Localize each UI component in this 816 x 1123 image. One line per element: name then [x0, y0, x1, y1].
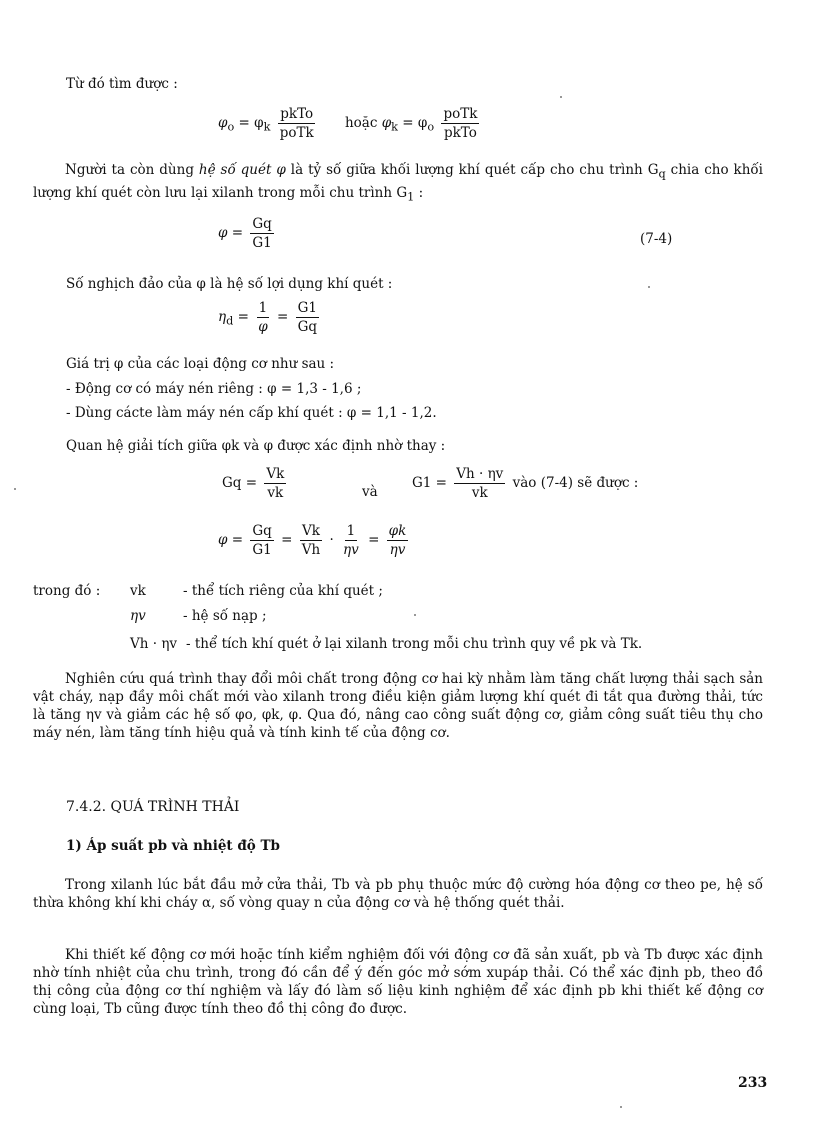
where-def-vk: - thể tích riêng của khí quét ; [183, 583, 383, 599]
eq-eta-num2: G1 [297, 300, 317, 316]
page-number: 233 [738, 1075, 768, 1091]
where-def-vh: - thể tích khí quét ở lại xilanh trong mỗi chu trình quy về pk và Tk. [186, 636, 643, 652]
paragraph-scavenge-coefficient [33, 161, 763, 206]
p1-sub-1: 1 [407, 190, 415, 204]
paragraph-design: Khi thiết kế động cơ mới hoặc tính kiểm nghiệm đối với động cơ đã sản xuất, pb và Tb được xác định nhờ tính nhiệt của chu trình, trong đó cần để ý đến góc mở sớm xupáp thải. Có thể xác định pb, theo đồ thị công của động cơ thí nghiệm và lấy đó làm số liệu kinh nghiệm để xác định pb khi thiết kế động cơ cùng loại, Tb cũng được tính theo đồ thị công đo được. [33, 947, 763, 1017]
eq-phi-k-lhs-sub: k [391, 120, 398, 134]
eq-phi-o-lhs-sub: o [227, 120, 235, 134]
intro-line: Từ đó tìm được : [66, 76, 178, 92]
eq-phi2-d1: G1 [252, 542, 272, 558]
p1-text-b: là tỷ số giữa khối lượng khí quét cấp cho chu trình G [285, 162, 659, 178]
where-sym-vh: Vh · ηv [130, 636, 178, 652]
eq-phi-k-fraction [441, 106, 479, 141]
eq-g1-tail: vào (7-4) sẽ được : [512, 475, 639, 491]
eq-phi-k-den: pkTo [443, 125, 477, 141]
eq-eta-fraction-1 [256, 300, 269, 335]
eq-eta-sub: d [226, 314, 234, 328]
where-def-etav: - hệ số nạp ; [183, 608, 267, 624]
where-sym-vk: vk [130, 583, 146, 599]
eq-and: và [362, 484, 378, 500]
bullet-compressor: - Động cơ có máy nén riêng : φ = 1,3 - 1,6 ; [66, 381, 362, 397]
equation-gq [222, 466, 289, 501]
eq-phi-k-lhs: φ [381, 115, 392, 131]
eq-phi-o-eq: = φ [238, 115, 264, 131]
eq-g1-lhs: G1 = [412, 475, 447, 491]
eq-eta-den2: Gq [297, 319, 317, 335]
eq-phi-o-phi-sub: k [263, 120, 271, 134]
eq-gq-num: Vk [266, 466, 285, 482]
eq-or: hoặc [344, 115, 378, 131]
equation-phi-combined [218, 523, 411, 558]
where-label: trong đó : [33, 583, 101, 599]
eq-g1-num: Vh · ηv [456, 466, 504, 482]
scan-speck [414, 614, 416, 616]
eq-g1-fraction [454, 466, 505, 501]
equation-eta-d [218, 300, 322, 335]
eq-phi2-fraction-2 [300, 523, 322, 558]
p1-text-a: Người ta còn dùng [65, 162, 199, 178]
eq-eta-eq1: = [237, 309, 249, 325]
eq-phi2-d4: ηv [389, 542, 406, 558]
eq-gq-fraction [264, 466, 286, 501]
p1-text-c: chia cho khối lượng khí quét còn lưu lại xilanh trong mỗi chu trình G [33, 162, 763, 201]
paragraph-exhaust-start: Trong xilanh lúc bắt đầu mở cửa thải, Tb và pb phụ thuộc mức độ cường hóa động cơ theo pe, hệ số thừa không khí khi cháy α, số vòng quay n của động cơ và hệ thống quét thải. [33, 877, 763, 911]
eq-phi2-n2: Vk [301, 523, 320, 539]
eq-phi-o-lhs: φ [218, 115, 228, 131]
paragraph-inverse: Số nghịch đảo của φ là hệ số lợi dụng khí quét : [66, 276, 393, 292]
eq-phi2-d3: ηv [343, 542, 359, 558]
eq-phi-o-num: pkTo [280, 106, 314, 122]
eq-gq-lhs: Gq = [222, 475, 258, 491]
scan-speck [14, 488, 16, 490]
eq-eta-den1: φ [258, 319, 268, 335]
paragraph-research: Nghiên cứu quá trình thay đổi môi chất trong động cơ hai kỳ nhằm làm tăng chất lượng thải sạch sản vật cháy, nạp đầy môi chất mới vào xilanh trong điều kiện giảm lượng khí quét đi tắt qua đường thải, tức là tăng ηv và giảm các hệ số φo, φk, φ. Qua đó, nâng cao công suất động cơ, giảm công suất tiêu thụ cho máy nén, làm tăng tính hiệu quả và tính kinh tế của động cơ. [33, 671, 763, 741]
eq-phi2-eq1: = [281, 532, 293, 548]
equation-number-7-4: (7-4) [640, 231, 673, 247]
eq-phi-o-den: poTk [279, 125, 314, 141]
equation-g1 [412, 466, 638, 501]
eq74-den: G1 [252, 235, 272, 251]
eq74-fraction [250, 216, 273, 251]
eq-phi2-dot: · [329, 532, 334, 548]
where-sym-etav: ηv [130, 608, 146, 624]
eq-phi2-eq2: = [368, 532, 380, 548]
eq-phi2-fraction-1 [250, 523, 273, 558]
eq-eta-eq2: = [276, 309, 289, 325]
eq-phi-k-num: poTk [443, 106, 478, 122]
paragraph-values: Giá trị φ của các loại động cơ như sau : [66, 356, 335, 372]
scan-speck [560, 96, 562, 98]
eq-phi-k-eq: = φ [402, 115, 428, 131]
section-heading: 7.4.2. QUÁ TRÌNH THẢI [66, 799, 240, 815]
p1-text-d: : [414, 184, 424, 201]
eq-gq-den: vk [267, 485, 284, 501]
subsection-heading: 1) Áp suất pb và nhiệt độ Tb [66, 838, 280, 854]
eq-phi2-d2: Vh [301, 542, 321, 558]
eq-eta-lhs: η [218, 309, 227, 325]
eq-eta-fraction-2 [296, 300, 319, 335]
p1-sub-q: q [658, 167, 666, 181]
p1-term: hệ số quét φ [198, 162, 286, 178]
paragraph-relation: Quan hệ giải tích giữa φk và φ được xác định nhờ thay : [66, 438, 446, 454]
eq-eta-num1: 1 [258, 300, 268, 316]
bullet-crankcase: - Dùng cácte làm máy nén cấp khí quét : φ = 1,1 - 1,2. [66, 405, 437, 421]
eq74-num: Gq [252, 216, 272, 232]
scan-speck [620, 1106, 622, 1108]
equation-7-4 [218, 216, 277, 251]
eq-phi2-n3: 1 [346, 523, 356, 539]
eq-phi2-fraction-3 [341, 523, 361, 558]
eq-phi2-fraction-4 [387, 523, 409, 558]
scan-speck [648, 286, 650, 288]
eq-phi2-lhs: φ = [218, 532, 244, 548]
eq-g1-den: vk [471, 485, 488, 501]
eq-phi-o-fraction [278, 106, 316, 141]
eq-phi2-n4: φk [388, 523, 407, 539]
eq74-lhs: φ = [218, 225, 244, 241]
eq-phi2-n1: Gq [252, 523, 272, 539]
equation-phi-o-k [218, 106, 482, 141]
eq-phi-k-phi-sub: o [427, 120, 435, 134]
